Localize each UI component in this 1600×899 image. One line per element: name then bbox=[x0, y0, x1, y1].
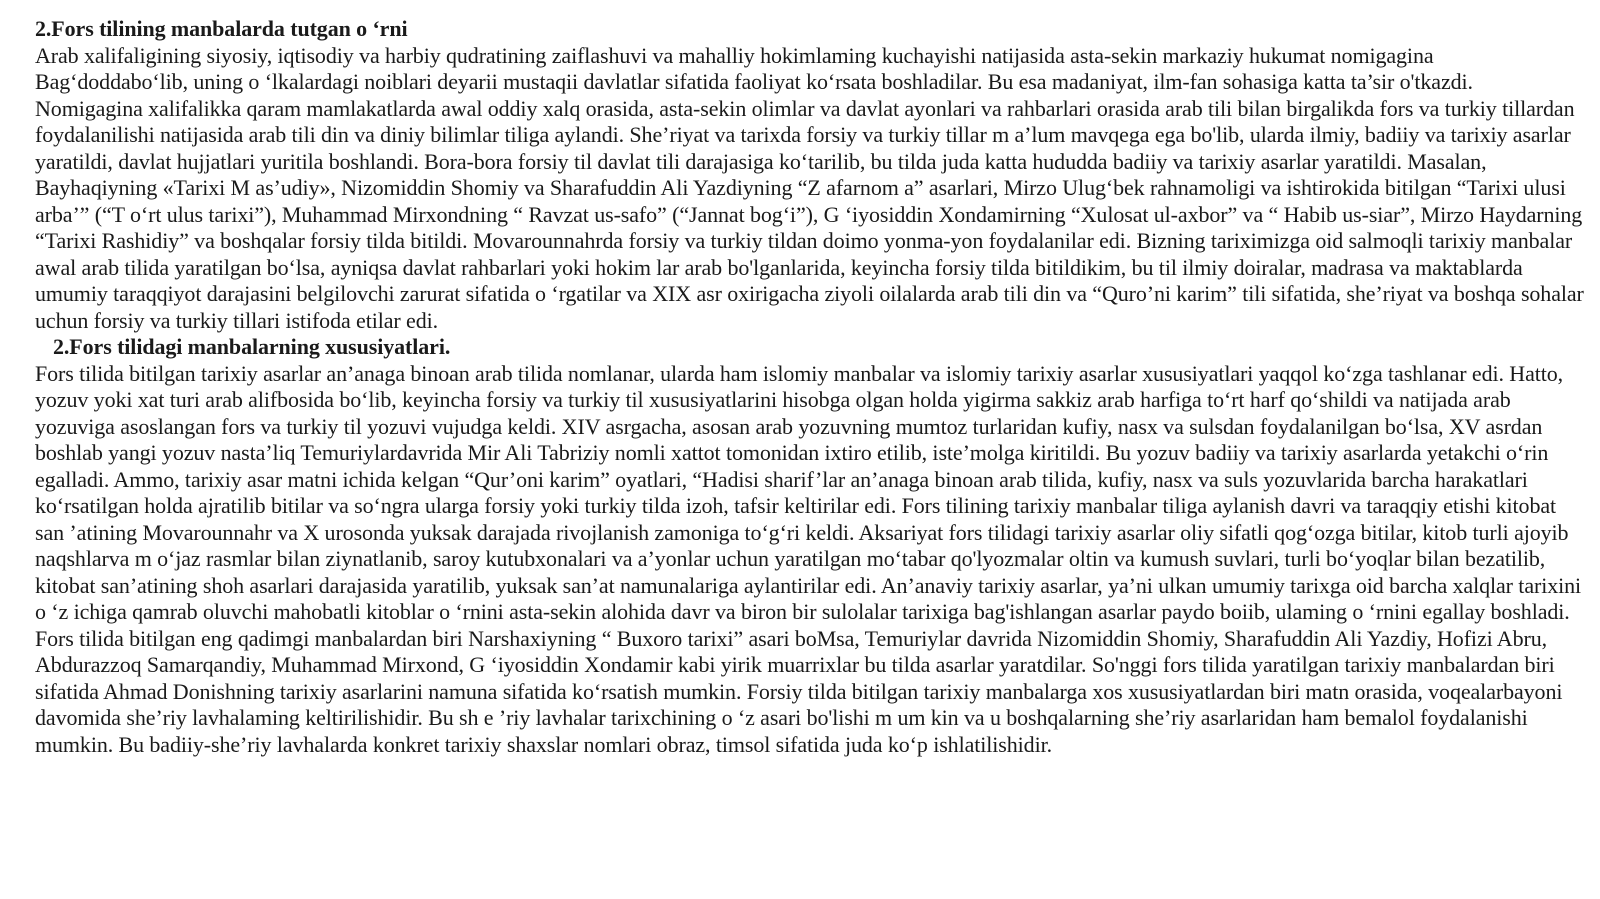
section-1-paragraph: Arab xalifaligining siyosiy, iqtisodiy va harbiy qudratining zaiflashuvi va mahalliy hokimlaming kuchayishi natijasida asta-sekin markaziy hukumat nomigagina Bag‘doddabo‘lib, uning o ‘lkalardagi noiblari deyarii mustaqii davlatlar sifatida faoliyat ko‘rsata boshladilar. Bu esa madaniyat, ilm-fan sohasiga katta ta’sir o'tkazdi. Nomigagina xalifalikka qaram mamlakatlarda awal oddiy xalq orasida, asta-sekin olimlar va davlat ayonlari va rahbarlari orasida arab tili bilan birgalikda fors va turkiy tillardan foydalanilishi natijasida arab tili din va diniy bilimlar tiliga aylandi. She’riyat va tarixda forsiy va turkiy tillar m a’lum mavqega ega bo'lib, ularda ilmiy, badiiy va tarixiy asarlar yaratildi, davlat hujjatlari yuritila boshlandi. Bora-bora forsiy til davlat tili darajasiga ko‘tarilib, bu tilda juda katta hududda badiiy va tarixiy asarlar yaratildi. Masalan, Bayhaqiyning «Tarixi M as’udiy», Nizomiddin Shomiy va Sharafuddin Ali Yazdiyning “Z afarnom a” asarlari, Mirzo Ulug‘bek rahnamoligi va ishtirokida bitilgan “Tarixi ulusi arba’” (“T o‘rt ulus tarixi”), Muhammad Mirxondning “ Ravzat us-safo” (“Jannat bog‘i”), G ‘iyosiddin Xondamirning “Xulosat ul-axbor” va “ Habib us-siar”, Mirzo Haydarning “Tarixi Rashidiy” va boshqalar forsiy tilda bitildi. Movarounnahrda forsiy va turkiy tildan doimo yonma-yon foydalanilar edi. Bizning tariximizga oid salmoqli tarixiy manbalar awal arab tilida yaratilgan bo‘lsa, ayniqsa davlat rahbarlari yoki hokim lar arab bo'lganlarida, keyincha forsiy tilda bitildikim, bu til ilmiy doiralar, madrasa va maktablarda umumiy taraqqiyot darajasini belgilovchi zarurat sifatida o ‘rgatilar va XIX asr oxirigacha ziyoli oilalarda arab tili din va “Quro’ni karim” tili sifatida, she’riyat va boshqa sohalar uchun forsiy va turkiy tillari istifoda etilar edi. bbox=[35, 42, 1584, 333]
section-1-heading: 2.Fors tilining manbalarda tutgan o ‘rni bbox=[35, 16, 408, 41]
document-page bbox=[35, 16, 1585, 758]
section-2-paragraph: Fors tilida bitilgan tarixiy asarlar an’anaga binoan arab tilida nomlanar, ularda ham islomiy manbalar va islomiy tarixiy asarlar xususiyatlari yaqqol ko‘zga tashlanar edi. Hatto, yozuv yoki xat turi arab alifbosida bo‘lib, keyincha forsiy va turkiy til xususiyatlarini hisobga olgan holda yigirma sakkiz arab harfiga to‘rt harf qo‘shildi va natijada arab yozuviga asoslangan fors va turkiy til yozuvi vujudga keldi. XIV asrgacha, asosan arab yozuvning mumtoz turlaridan kufiy, nasx va sulsdan foydalanilgan bo‘lsa, XV asrdan boshlab yangi yozuv nasta’liq Temuriylardavrida Mir Ali Tabriziy nomli xattot tomonidan ixtiro etilib, iste’molga kiritildi. Bu yozuv badiiy va tarixiy asarlarda yetakchi o‘rin egalladi. Ammo, tarixiy asar matni ichida kelgan “Qur’oni karim” oyatlari, “Hadisi sharif’lar an’anaga binoan arab tilida, kufiy, nasx va suls yozuvlarida barcha harakatlari ko‘rsatilgan holda ajratilib bitilar va so‘ngra ularga forsiy yoki turkiy tilda izoh, tafsir keltirilar edi. Fors tilining tarixiy manbalar tiliga aylanish davri va taraqqiy etishi kitobat san ’atining Movarounnahr va X urosonda yuksak darajada rivojlanish zamoniga to‘g‘ri keldi. Aksariyat fors tilidagi tarixiy asarlar oliy sifatli qog‘ozga bitilar, kitob turli ajoyib naqshlarva m o‘jaz rasmlar bilan ziynatlanib, saroy kutubxonalari va a’yonlar uchun yaratilgan mo‘tabar qo'lyozmalar oltin va kumush suvlari, turli bo‘yoqlar bilan bezatilib, kitobat san’atining shoh asarlari darajasida yaratilib, yuksak san’at namunalariga aylantirilar edi. An’anaviy tarixiy asarlar, ya’ni ulkan umumiy tarixga oid barcha xalqlar tarixini o ‘z ichiga qamrab oluvchi mahobatli kitoblar o ‘rnini asta-sekin alohida davr va biron bir sulolalar tarixiga bag'ishlangan asarlar paydo boiib, ulaming o ‘rnini egallay boshladi. Fors tilida bitilgan eng qadimgi manbalardan biri Narshaxiyning “ Buxoro tarixi” asari boMsa, Temuriylar davrida Nizomiddin Shomiy, Sharafuddin Ali Yazdiy, Hofizi Abru, Abdurazzoq Samarqandiy, Muhammad Mirxond, G ‘iyosiddin Xondamir kabi yirik muarrixlar bu tilda asarlar yaratdilar. So'nggi fors tilida yaratilgan tarixiy manbalardan biri sifatida Ahmad Donishning tarixiy asarlarini namuna sifatida ko‘rsatish mumkin. Forsiy tilda bitilgan tarixiy manbalarga xos xususiyatlardan biri matn orasida, voqealarbayoni davomida she’riy lavhalaming keltirilishidir. Bu sh e ’riy lavhalar tarixchining o ‘z asari bo'lishi m um kin va u boshqalarning she’riy asarlaridan ham bemalol foydalanishi mumkin. Bu badiiy-she’riy lavhalarda konkret tarixiy shaxslar nomlari obraz, timsol sifatida juda ko‘p ishlatilishidir. bbox=[35, 360, 1582, 757]
section-2-heading: 2.Fors tilidagi manbalarning xususiyatlari. bbox=[53, 334, 451, 359]
